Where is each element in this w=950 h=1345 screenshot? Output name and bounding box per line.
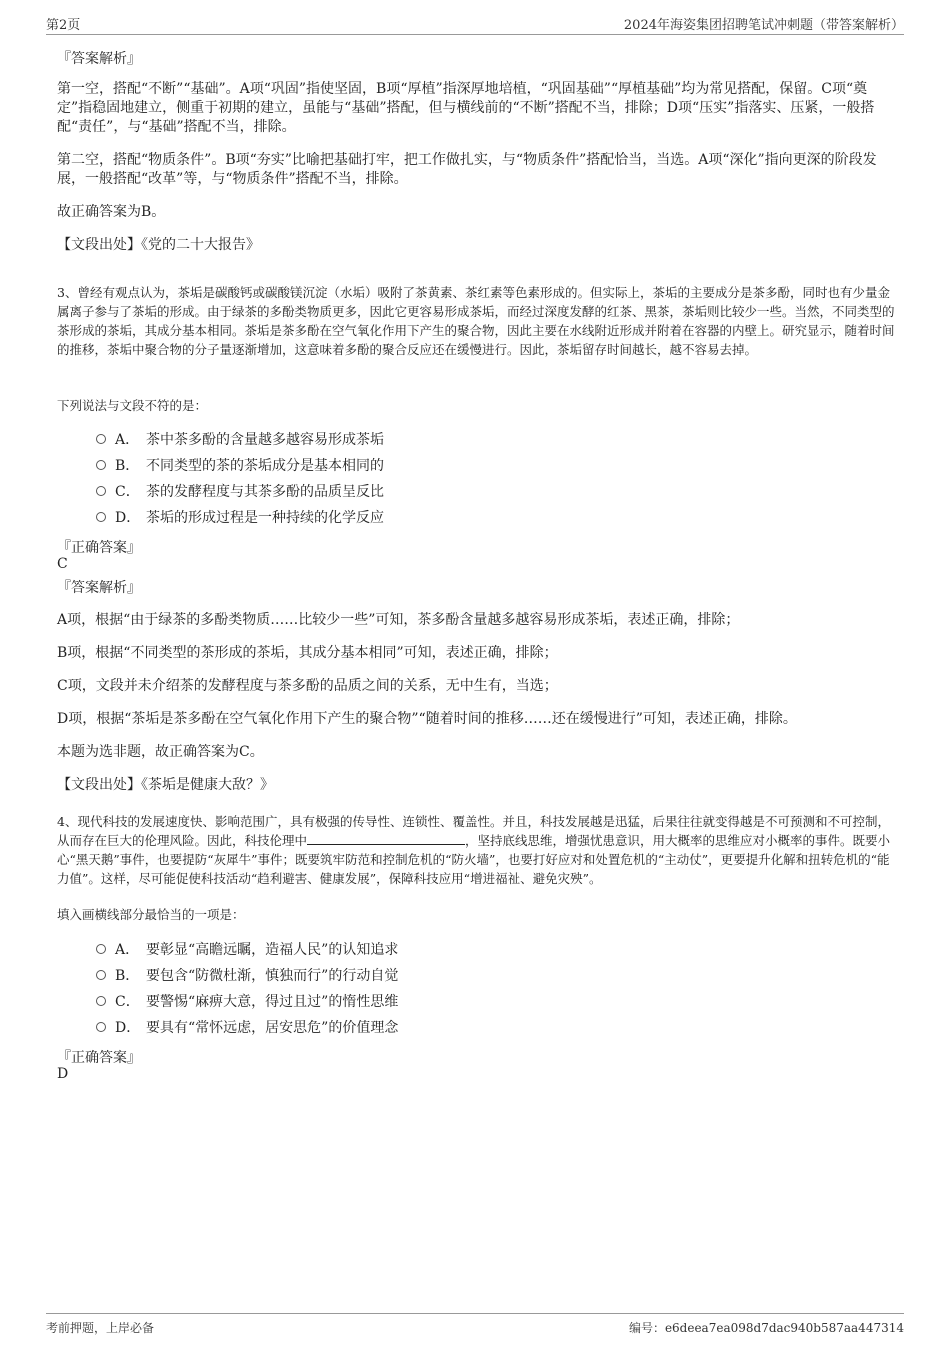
q3-conclusion: 本题为选非题，故正确答案为C。 [57,744,264,760]
document-id: 编号：e6deea7ea098d7dac940b587aa447314 [628,1321,904,1335]
q3-question: 下列说法与文段不符的是： [57,398,208,413]
q4-option-b[interactable]: B． 要包含“防微杜渐，慎独而行”的行动自觉 [96,966,398,986]
q3-option-a[interactable]: A． 茶中茶多酚的含量越多越容易形成茶垢 [96,430,384,450]
q4-answer: D [57,1066,69,1082]
page-footer [46,1313,904,1336]
radio-icon[interactable] [96,434,106,444]
radio-icon[interactable] [96,944,106,954]
q4-question: 填入画横线部分最恰当的一项是： [57,907,245,922]
q3-option-d[interactable]: D． 茶垢的形成过程是一种持续的化学反应 [96,508,384,528]
fill-in-blank [307,832,465,845]
q3-analysis-b: B项，根据“不同类型的茶形成的茶垢，其成分基本相同”可知，表述正确，排除； [57,645,558,661]
q4-option-a[interactable]: A． 要彰显“高瞻远瞩，造福人民”的认知追求 [96,940,398,960]
q3-analysis-d: D项，根据“茶垢是茶多酚在空气氧化作用下产生的聚合物”“随着时间的推移……还在缓慢进行”可知，表述正确，排除。 [57,711,797,727]
radio-icon[interactable] [96,512,106,522]
radio-icon[interactable] [96,486,106,496]
q3-answer: C [57,556,68,572]
page-header [46,14,904,35]
q2-analysis-label: 『答案解析』 [57,51,141,67]
q3-analysis-c: C项，文段并未介绍茶的发酵程度与茶多酚的品质之间的关系，无中生有，当选； [57,678,558,694]
q2-analysis-paragraph-1: 第一空，搭配“不断”“基础”。A项“巩固”指使坚固，B项“厚植”指深厚地培植，“巩固基础”“厚植基础”均为常见搭配，保留。C项“奠定”指稳固地建立，侧重于初期的建立，虽能与“基础”搭配，但与横线前的“不断”搭配不当，排除；D项“压实”指落实、压紧，一般搭配“责任”，与“基础”搭配不当，排除。 [57,81,875,135]
radio-icon[interactable] [96,996,106,1006]
q4-option-d[interactable]: D． 要具有“常怀远虑，居安思危”的价值理念 [96,1018,398,1038]
q3-passage: 3、曾经有观点认为，茶垢是碳酸钙或碳酸镁沉淀（水垢）吸附了茶黄素、茶红素等色素形成的。但实际上，茶垢的主要成分是茶多酚，同时也有少量金属离子参与了茶垢的形成。由于绿茶的多酚类物质更多，因此它更容易形成茶垢，而经过深度发酵的红茶、黑茶，茶垢则比较少一些。当然，不同类型的茶形成的茶垢，其成分基本相同。茶垢是茶多酚在空气氧化作用下产生的聚合物，因此主要在水线附近形成并附着在容器的内壁上。研究显示，随着时间的推移，茶垢中聚合物的分子量逐渐增加，这意味着多酚的聚合反应还在缓慢进行。因此，茶垢留存时间越长，越不容易去掉。 [57,285,895,357]
page-number: 第2页 [46,18,81,33]
q2-conclusion: 故正确答案为B。 [57,204,166,220]
q3-option-c[interactable]: C． 茶的发酵程度与其茶多酚的品质呈反比 [96,482,384,502]
q2-analysis-paragraph-2: 第二空，搭配“物质条件”。B项“夯实”比喻把基础打牢，把工作做扎实，与“物质条件”搭配恰当，当选。A项“深化”指向更深的阶段发展，一般搭配“改革”等，与“物质条件”搭配不当，排除。 [57,152,877,187]
radio-icon[interactable] [96,970,106,980]
footer-slogan: 考前押题，上岸必备 [46,1321,155,1335]
q2-source: 【文段出处】《党的二十大报告》 [57,237,260,253]
q3-source: 【文段出处】《茶垢是健康大敌？》 [57,777,274,793]
q3-answer-label: 『正确答案』 [57,540,141,556]
q4-passage: 4、现代科技的发展速度快、影响范围广，具有极强的传导性、连锁性、覆盖性。并且，科技发展越是迅猛，后果往往就变得越是不可预测和不可控制，从而存在巨大的伦理风险。因此，科技伦理中 ，坚持底线思维，增强忧患意识，用大概率的思维应对小概率的事件。既要小心“黑天鹅”事件，也要提防“灰犀牛”事件；既要筑牢防范和控制危机的“防火墙”，也要打好应对和处置危机的“主动仗”，更要提升化解和扭转危机的“能力值”。这样，尽可能促使科技活动“趋利避害、健康发展”，保障科技应用“增进福祉、避免灾殃”。 [57,814,891,886]
radio-icon[interactable] [96,1022,106,1032]
q4-option-c[interactable]: C． 要警惕“麻痹大意，得过且过”的惰性思维 [96,992,398,1012]
radio-icon[interactable] [96,460,106,470]
document-title: 2024年海姿集团招聘笔试冲刺题（带答案解析） [623,18,904,33]
q4-answer-label: 『正确答案』 [57,1050,141,1066]
q3-analysis-label: 『答案解析』 [57,580,141,596]
q3-option-b[interactable]: B． 不同类型的茶的茶垢成分是基本相同的 [96,456,384,476]
q3-analysis-a: A项，根据“由于绿茶的多酚类物质……比较少一些”可知，茶多酚含量越多越容易形成茶垢，表述正确，排除； [57,612,740,628]
